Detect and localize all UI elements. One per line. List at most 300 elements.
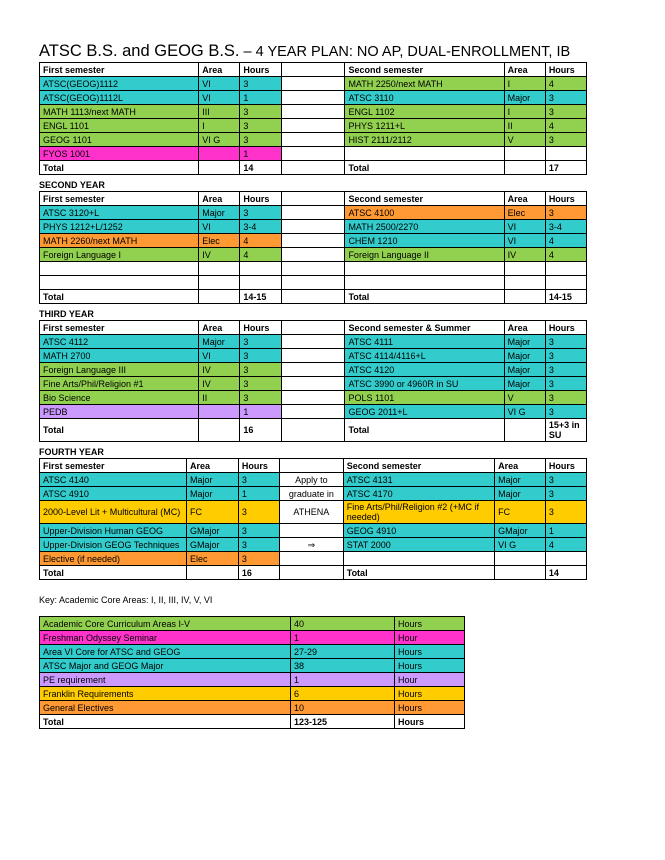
hours-cell: 1 — [240, 405, 281, 419]
hours-header: Hours — [545, 63, 586, 77]
hours-cell: 3 — [240, 105, 281, 119]
area-cell: Major — [199, 206, 240, 220]
course-cell: PEDB — [40, 405, 199, 419]
summary-row — [40, 631, 465, 645]
empty-cell — [495, 566, 546, 580]
area-cell — [504, 147, 545, 161]
course-cell: PHYS 1211+L — [345, 119, 504, 133]
hours-header: Hours — [240, 321, 281, 335]
course-row — [40, 552, 587, 566]
course-cell — [40, 262, 199, 276]
hours-cell: 3 — [545, 349, 586, 363]
course-row — [40, 473, 587, 487]
year-table — [39, 320, 587, 442]
course-header: Second semester — [345, 192, 504, 206]
year-label: FOURTH YEAR — [39, 447, 104, 457]
area-cell: VI G — [199, 133, 240, 147]
area-cell: I — [504, 77, 545, 91]
summary-label: General Electives — [40, 701, 291, 715]
hours-cell: 3 — [240, 363, 281, 377]
course-cell: Foreign Language II — [345, 248, 504, 262]
course-cell: MATH 2260/next MATH — [40, 234, 199, 248]
hours-cell: 3 — [240, 133, 281, 147]
course-row — [40, 248, 587, 262]
area-cell: FC — [187, 501, 239, 524]
course-cell: GEOG 1101 — [40, 133, 199, 147]
title-sub: – 4 YEAR PLAN: NO AP, DUAL-ENROLLMENT, IB — [239, 44, 571, 60]
hours-cell: 4 — [545, 248, 586, 262]
total-label: Total — [40, 161, 199, 175]
hours-cell: 3 — [240, 119, 281, 133]
area-cell: VI — [199, 349, 240, 363]
empty-cell — [199, 290, 240, 304]
course-row — [40, 391, 587, 405]
hours-cell: 1 — [238, 487, 279, 501]
summary-unit: Hours — [395, 687, 465, 701]
summary-table — [39, 616, 465, 729]
summary-total-row — [40, 715, 465, 729]
summary-unit: Hours — [395, 659, 465, 673]
area-cell: I — [199, 119, 240, 133]
course-row — [40, 501, 587, 524]
course-cell: ATSC 4100 — [345, 206, 504, 220]
course-cell: MATH 2250/next MATH — [345, 77, 504, 91]
course-cell: ATSC 4120 — [345, 363, 504, 377]
summary-row — [40, 701, 465, 715]
course-cell: ATSC 4131 — [343, 473, 494, 487]
course-cell: MATH 2700 — [40, 349, 199, 363]
course-cell: ENGL 1102 — [345, 105, 504, 119]
summary-unit: Hours — [395, 715, 465, 729]
area-cell: GMajor — [187, 524, 239, 538]
course-header: First semester — [40, 192, 199, 206]
course-cell: ATSC(GEOG)1112L — [40, 91, 199, 105]
hours-cell: 4 — [545, 77, 586, 91]
course-cell — [345, 276, 504, 290]
year-table — [39, 458, 587, 580]
area-cell: VI — [504, 234, 545, 248]
hours-cell: 3 — [238, 524, 279, 538]
hours-cell — [545, 262, 586, 276]
hours-cell: 3 — [240, 206, 281, 220]
graduation-note-cell — [279, 552, 343, 566]
course-row — [40, 133, 587, 147]
course-row — [40, 377, 587, 391]
course-cell: GEOG 2011+L — [345, 405, 504, 419]
course-row — [40, 206, 587, 220]
summary-unit: Hours — [395, 617, 465, 631]
course-cell: Foreign Language I — [40, 248, 199, 262]
course-row — [40, 524, 587, 538]
gap-cell — [281, 276, 345, 290]
summary-value: 6 — [291, 687, 395, 701]
hours-cell: 3 — [545, 335, 586, 349]
total-hours: 14-15 — [545, 290, 586, 304]
gap-cell — [281, 349, 345, 363]
hours-cell: 3 — [238, 473, 279, 487]
gap-cell — [281, 119, 345, 133]
course-row — [40, 77, 587, 91]
hours-cell: 1 — [545, 524, 586, 538]
course-header: Second semester & Summer — [345, 321, 504, 335]
summary-value: 27-29 — [291, 645, 395, 659]
hours-header: Hours — [238, 459, 279, 473]
area-cell: VI G — [504, 405, 545, 419]
gap-cell — [281, 335, 345, 349]
course-row — [40, 119, 587, 133]
course-cell — [345, 262, 504, 276]
hours-cell — [545, 276, 586, 290]
total-label: Total — [343, 566, 494, 580]
area-cell: II — [199, 391, 240, 405]
header-row — [40, 459, 587, 473]
course-row — [40, 276, 587, 290]
empty-cell — [504, 419, 545, 442]
page-title — [39, 40, 587, 62]
course-cell: ATSC 4170 — [343, 487, 494, 501]
area-cell: I — [504, 105, 545, 119]
hours-cell — [240, 276, 281, 290]
year-label: THIRD YEAR — [39, 309, 94, 319]
course-cell: MATH 2500/2270 — [345, 220, 504, 234]
empty-cell — [504, 161, 545, 175]
gap-cell — [281, 262, 345, 276]
course-cell: ATSC 4112 — [40, 335, 199, 349]
total-row — [40, 161, 587, 175]
gap-cell — [279, 566, 343, 580]
course-cell: MATH 1113/next MATH — [40, 105, 199, 119]
area-cell: Elec — [187, 552, 239, 566]
course-header: First semester — [40, 321, 199, 335]
hours-cell: 1 — [240, 147, 281, 161]
empty-cell — [199, 419, 240, 442]
hours-cell: 3 — [545, 91, 586, 105]
hours-cell: 3 — [545, 405, 586, 419]
gap-cell — [281, 234, 345, 248]
course-cell: GEOG 4910 — [343, 524, 494, 538]
course-row — [40, 349, 587, 363]
graduation-note-cell: Apply to — [279, 473, 343, 487]
total-hours: 16 — [238, 566, 279, 580]
summary-label: PE requirement — [40, 673, 291, 687]
total-hours: 15+3 in SU — [545, 419, 586, 442]
gap-cell — [281, 377, 345, 391]
gap-cell — [281, 77, 345, 91]
total-label: Total — [40, 419, 199, 442]
course-row — [40, 487, 587, 501]
area-cell: Major — [495, 487, 546, 501]
year-tables — [39, 62, 587, 580]
summary-value: 1 — [291, 673, 395, 687]
year-table — [39, 62, 587, 175]
hours-cell: 3 — [240, 349, 281, 363]
total-label: Total — [40, 566, 187, 580]
summary-value: 1 — [291, 631, 395, 645]
hours-cell: 3 — [240, 377, 281, 391]
total-hours: 17 — [545, 161, 586, 175]
gap-cell — [281, 321, 345, 335]
area-cell: FC — [495, 501, 546, 524]
summary-value: 123-125 — [291, 715, 395, 729]
course-cell: PHYS 1212+L/1252 — [40, 220, 199, 234]
area-cell: III — [199, 105, 240, 119]
gap-cell — [281, 91, 345, 105]
course-row — [40, 220, 587, 234]
summary-label: Freshman Odyssey Seminar — [40, 631, 291, 645]
gap-cell — [279, 459, 343, 473]
area-header: Area — [504, 192, 545, 206]
summary-value: 10 — [291, 701, 395, 715]
hours-header: Hours — [545, 321, 586, 335]
hours-cell — [240, 262, 281, 276]
area-cell: V — [504, 391, 545, 405]
summary-label: Academic Core Curriculum Areas I-V — [40, 617, 291, 631]
area-cell — [504, 262, 545, 276]
course-cell: ENGL 1101 — [40, 119, 199, 133]
course-cell: Fine Arts/Phil/Religion #2 (+MC if needed) — [343, 501, 494, 524]
area-cell: VI — [199, 220, 240, 234]
summary-label: ATSC Major and GEOG Major — [40, 659, 291, 673]
area-cell: IV — [199, 248, 240, 262]
gap-cell — [281, 161, 345, 175]
gap-cell — [281, 133, 345, 147]
hours-cell: 1 — [240, 91, 281, 105]
summary-unit: Hour — [395, 673, 465, 687]
summary-label: Area VI Core for ATSC and GEOG — [40, 645, 291, 659]
course-cell: FYOS 1001 — [40, 147, 199, 161]
title-main: ATSC B.S. and GEOG B.S. — [39, 42, 240, 60]
total-hours: 16 — [240, 419, 281, 442]
total-label: Total — [345, 419, 504, 442]
course-cell: 2000-Level Lit + Multicultural (MC) — [40, 501, 187, 524]
area-cell: Major — [187, 473, 239, 487]
hours-cell: 3 — [545, 391, 586, 405]
summary-row — [40, 645, 465, 659]
hours-cell: 3 — [238, 501, 279, 524]
summary-unit: Hours — [395, 701, 465, 715]
gap-cell — [281, 363, 345, 377]
area-cell: VI — [199, 91, 240, 105]
course-row — [40, 363, 587, 377]
course-cell — [40, 276, 199, 290]
total-row — [40, 566, 587, 580]
area-cell: GMajor — [187, 538, 239, 552]
four-year-plan — [39, 40, 587, 729]
course-row — [40, 405, 587, 419]
hours-cell: 4 — [240, 248, 281, 262]
total-label: Total — [40, 290, 199, 304]
area-cell: Major — [504, 377, 545, 391]
hours-cell: 3 — [545, 206, 586, 220]
course-row — [40, 147, 587, 161]
hours-header: Hours — [240, 63, 281, 77]
hours-cell: 3 — [238, 538, 279, 552]
area-header: Area — [199, 321, 240, 335]
course-row — [40, 335, 587, 349]
gap-cell — [281, 248, 345, 262]
course-cell: ATSC 4140 — [40, 473, 187, 487]
area-cell — [199, 276, 240, 290]
hours-cell: 3-4 — [240, 220, 281, 234]
total-label: Total — [345, 161, 504, 175]
summary-row — [40, 673, 465, 687]
area-cell: Major — [504, 363, 545, 377]
graduation-note-cell: ⇒ — [279, 538, 343, 552]
graduation-note-cell: graduate in — [279, 487, 343, 501]
course-cell: ATSC 4114/4116+L — [345, 349, 504, 363]
total-row — [40, 290, 587, 304]
total-label: Total — [345, 290, 504, 304]
course-cell: ATSC 3110 — [345, 91, 504, 105]
hours-cell — [545, 552, 586, 566]
gap-cell — [281, 63, 345, 77]
course-row — [40, 91, 587, 105]
course-cell — [343, 552, 494, 566]
gap-cell — [281, 220, 345, 234]
area-cell — [504, 276, 545, 290]
area-cell: Major — [504, 91, 545, 105]
summary-row — [40, 687, 465, 701]
area-cell: Major — [504, 349, 545, 363]
area-header: Area — [495, 459, 546, 473]
course-cell: Upper-Division GEOG Techniques — [40, 538, 187, 552]
area-cell: IV — [199, 377, 240, 391]
course-cell: Bio Science — [40, 391, 199, 405]
hours-header: Hours — [545, 192, 586, 206]
area-cell: GMajor — [495, 524, 546, 538]
summary-row — [40, 617, 465, 631]
header-row — [40, 63, 587, 77]
total-hours: 14 — [240, 161, 281, 175]
area-cell: Major — [504, 335, 545, 349]
area-cell: Major — [187, 487, 239, 501]
gap-cell — [281, 290, 345, 304]
hours-cell: 3 — [545, 105, 586, 119]
course-row — [40, 234, 587, 248]
hours-header: Hours — [545, 459, 586, 473]
empty-cell — [187, 566, 239, 580]
course-header: Second semester — [345, 63, 504, 77]
hours-header: Hours — [240, 192, 281, 206]
summary-label: Franklin Requirements — [40, 687, 291, 701]
total-row — [40, 419, 587, 442]
area-cell — [199, 262, 240, 276]
course-header: Second semester — [343, 459, 494, 473]
area-cell: VI G — [495, 538, 546, 552]
summary-label: Total — [40, 715, 291, 729]
summary-value: 40 — [291, 617, 395, 631]
hours-cell: 3-4 — [545, 220, 586, 234]
graduation-note-cell — [279, 524, 343, 538]
gap-cell — [281, 147, 345, 161]
course-cell: ATSC 4910 — [40, 487, 187, 501]
course-cell: STAT 2000 — [343, 538, 494, 552]
year-table — [39, 191, 587, 304]
hours-cell: 3 — [240, 391, 281, 405]
summary-unit: Hour — [395, 631, 465, 645]
gap-cell — [281, 391, 345, 405]
course-cell: ATSC(GEOG)1112 — [40, 77, 199, 91]
hours-cell — [545, 147, 586, 161]
hours-cell: 3 — [545, 487, 586, 501]
course-cell: Elective (if needed) — [40, 552, 187, 566]
area-cell: Major — [199, 335, 240, 349]
area-cell — [199, 405, 240, 419]
hours-cell: 3 — [545, 363, 586, 377]
hours-cell: 3 — [545, 133, 586, 147]
area-header: Area — [199, 192, 240, 206]
area-cell: II — [504, 119, 545, 133]
area-cell: Elec — [504, 206, 545, 220]
area-cell: Major — [495, 473, 546, 487]
total-hours: 14 — [545, 566, 586, 580]
area-header: Area — [187, 459, 239, 473]
course-cell: Upper-Division Human GEOG — [40, 524, 187, 538]
hours-cell: 4 — [240, 234, 281, 248]
summary-value: 38 — [291, 659, 395, 673]
hours-cell: 3 — [545, 501, 586, 524]
area-cell: Elec — [199, 234, 240, 248]
area-header: Area — [504, 63, 545, 77]
area-cell — [199, 147, 240, 161]
course-cell: Fine Arts/Phil/Religion #1 — [40, 377, 199, 391]
gap-cell — [281, 192, 345, 206]
gap-cell — [281, 405, 345, 419]
hours-cell: 4 — [545, 234, 586, 248]
empty-cell — [504, 290, 545, 304]
area-cell: VI — [504, 220, 545, 234]
hours-cell: 4 — [545, 119, 586, 133]
hours-cell: 3 — [545, 377, 586, 391]
area-header: Area — [504, 321, 545, 335]
empty-cell — [199, 161, 240, 175]
summary-unit: Hours — [395, 645, 465, 659]
core-areas-key: Key: Academic Core Areas: I, II, III, IV, V, VI — [39, 595, 213, 605]
course-row — [40, 538, 587, 552]
header-row — [40, 321, 587, 335]
total-hours: 14-15 — [240, 290, 281, 304]
year-label: SECOND YEAR — [39, 180, 105, 190]
header-row — [40, 192, 587, 206]
course-cell: ATSC 4111 — [345, 335, 504, 349]
course-row — [40, 105, 587, 119]
course-cell — [345, 147, 504, 161]
area-cell: IV — [199, 363, 240, 377]
area-cell — [495, 552, 546, 566]
hours-cell: 3 — [238, 552, 279, 566]
course-cell: HIST 2111/2112 — [345, 133, 504, 147]
course-cell: CHEM 1210 — [345, 234, 504, 248]
hours-cell: 3 — [240, 335, 281, 349]
hours-cell: 4 — [545, 538, 586, 552]
course-cell: ATSC 3990 or 4960R in SU — [345, 377, 504, 391]
summary-row — [40, 659, 465, 673]
course-header: First semester — [40, 63, 199, 77]
hours-cell: 3 — [545, 473, 586, 487]
hours-cell: 3 — [240, 77, 281, 91]
course-row — [40, 262, 587, 276]
area-cell: IV — [504, 248, 545, 262]
course-header: First semester — [40, 459, 187, 473]
gap-cell — [281, 206, 345, 220]
area-cell: V — [504, 133, 545, 147]
gap-cell — [281, 105, 345, 119]
gap-cell — [281, 419, 345, 442]
course-cell: POLS 1101 — [345, 391, 504, 405]
course-cell: ATSC 3120+L — [40, 206, 199, 220]
graduation-note-cell: ATHENA — [279, 501, 343, 524]
area-header: Area — [199, 63, 240, 77]
